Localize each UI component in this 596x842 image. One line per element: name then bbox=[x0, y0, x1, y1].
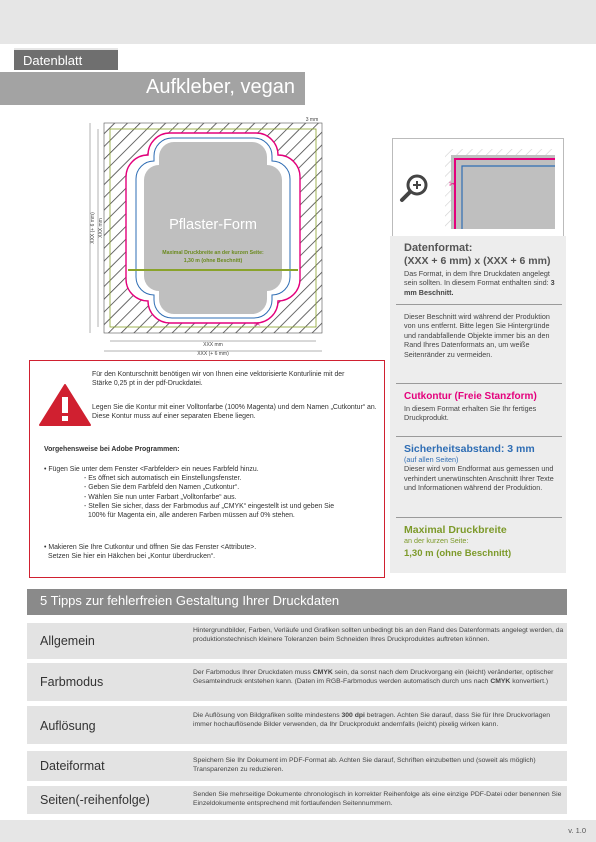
bleed-zoom-illustration bbox=[393, 139, 565, 238]
scissors-icon: ✂ bbox=[254, 320, 261, 329]
tip-text: Senden Sie mehrseitige Dokumente chronologisch in korrekter Reihenfolge als eine einzige PDF-Datei oder benennen Sie Einzeldokumente entsprechend mit fortlaufenden Seitennummern. bbox=[193, 791, 562, 808]
separator bbox=[396, 383, 562, 384]
tip-row-file-format bbox=[27, 751, 567, 781]
format-info-panel bbox=[390, 236, 566, 573]
substep: - Es öffnet sich automatisch ein Einstellungsfenster. bbox=[84, 475, 242, 482]
tip-row-page-order bbox=[27, 786, 567, 814]
document-type-tab: Datenblatt bbox=[14, 48, 118, 70]
instruction-p2: Legen Sie die Kontur mit einer Volltonfarbe (100% Magenta) und dem Namen „Cutkontur“ an. Diese Kontur muss auf einer separaten Ebene liegen. bbox=[92, 404, 377, 421]
step-2-line1: • Makieren Sie Ihre Cutkontur und öffnen Sie das Fenster <Attribute>. bbox=[44, 544, 257, 551]
header-band bbox=[0, 0, 596, 44]
step-2-line2: Setzen Sie hier ein Häkchen bei „Kontur überdrucken“. bbox=[48, 553, 216, 560]
max-width-heading: Maximal Druckbreite bbox=[404, 524, 507, 536]
cut-contour-instructions bbox=[29, 360, 385, 578]
tip-text: Die Auflösung von Bildgrafiken sollte mindestens 300 dpi betragen. Achten Sie darauf, dass Sie für Ihre Druckvorlagen immer hochauflösende Bilder verwenden, da Ihr Druckprodukt andernfalls (leicht) pixelig wirken kann. bbox=[193, 712, 551, 729]
tip-text: Der Farbmodus Ihrer Druckdaten muss CMYK sein, da sonst nach dem Druckvorgang ein (leicht) veränderter, optischer Gesamteindruck entstehen kann. (Daten im RGB-Farbmodus werden automatisch durch uns nach CMYK konvertiert.) bbox=[193, 669, 554, 686]
format-formula: (XXX + 6 mm) x (XXX + 6 mm) bbox=[404, 255, 551, 267]
tip-label: Farbmodus bbox=[40, 675, 104, 689]
tip-text: Hintergrundbilder, Farben, Verläufe und Grafiken sollten unbedingt bis an den Rand des Datenformats angelegt werden, da produktionstechnisch kleinere Toleranzen beim Schneiden Ihres Druckproduktes auftreten können. bbox=[193, 627, 564, 644]
max-width-note-2: 1,30 m (ohne Beschnitt) bbox=[183, 258, 243, 264]
version-label: v. 1.0 bbox=[568, 826, 586, 835]
dim-corner: 3 mm bbox=[305, 117, 319, 123]
page-title: Aufkleber, vegan bbox=[0, 72, 305, 105]
substep: - Geben Sie dem Farbfeld den Namen „Cutkontur“. bbox=[84, 484, 240, 492]
cut-heading: Cutkontur (Freie Stanzform) bbox=[404, 391, 537, 402]
separator bbox=[396, 517, 562, 518]
scissors-icon: ✂ bbox=[449, 180, 457, 190]
max-width-note-1: Maximal Druckbreite an der kurzen Seite: bbox=[162, 250, 264, 256]
shape-label: Pflaster-Form bbox=[169, 217, 257, 233]
substep: - Wählen Sie nun unter Farbart „Volltonfarbe“ aus. bbox=[84, 493, 237, 501]
warning-icon bbox=[38, 383, 92, 427]
tip-row-resolution bbox=[27, 706, 567, 744]
safety-heading: Sicherheitsabstand: 3 mm bbox=[404, 443, 535, 455]
substep: 100% für Magenta ein, alle anderen Farben müssen auf 0% stehen. bbox=[88, 512, 295, 520]
max-width-value: 1,30 m (ohne Beschnitt) bbox=[404, 548, 512, 560]
dim-inner-width: XXX mm bbox=[203, 342, 223, 348]
max-width-sub: an der kurzen Seite: bbox=[404, 536, 469, 545]
format-diagram bbox=[84, 115, 336, 360]
safety-text: Dieser wird vom Endformat aus gemessen und verhindert unerwünschten Anschnitt Ihrer Texte und Informationen während der Produktion. bbox=[404, 464, 554, 493]
cut-text: In diesem Format erhalten Sie Ihr fertiges Druckprodukt. bbox=[404, 404, 537, 423]
footer-band bbox=[0, 820, 596, 842]
step-1-substeps bbox=[84, 474, 384, 520]
tip-text: Speichern Sie Ihr Dokument im PDF-Format ab. Achten Sie darauf, Schriften einzubetten und (soweit als möglich) Transparenzen zu reduzieren. bbox=[193, 757, 536, 774]
step-1: • Fügen Sie unter dem Fenster <Farbfelder> ein neues Farbfeld hinzu. bbox=[44, 466, 259, 473]
format-heading: Datenformat: bbox=[404, 242, 473, 254]
dim-outer-height: XXX (+ 6 mm) bbox=[90, 212, 96, 244]
tip-row-color-mode bbox=[27, 663, 567, 701]
dim-inner-height: XXX mm bbox=[98, 218, 104, 238]
tip-label: Seiten(-reihenfolge) bbox=[40, 793, 150, 807]
substep: - Stellen Sie sicher, dass der Farbmodus auf „CMYK“ eingestellt ist und geben Sie bbox=[84, 502, 335, 510]
safety-sub: (auf allen Seiten) bbox=[404, 455, 459, 464]
tip-row-general bbox=[27, 623, 567, 659]
separator bbox=[396, 436, 562, 437]
bleed-zoom-box bbox=[392, 138, 564, 237]
instruction-p1: Für den Konturschnitt benötigen wir von Ihnen eine vektorisierte Konturlinie mit der Stärke 0,25 pt in der pdf-Druckdatei. bbox=[92, 371, 345, 388]
dim-outer-width: XXX (+ 6 mm) bbox=[197, 351, 229, 357]
steps-heading: Vorgehensweise bei Adobe Programmen: bbox=[44, 446, 180, 453]
tip-label: Allgemein bbox=[40, 634, 95, 648]
separator bbox=[396, 304, 562, 305]
bleed-text: Dieser Beschnitt wird während der Produktion von uns entfernt. Bitte legen Sie Hintergründe und randabfallende Objekte immer bis an den Rand Ihres Datenformats an, um weiße Seitenränder zu vermeiden. bbox=[404, 312, 550, 359]
format-text: Das Format, in dem Ihre Druckdaten angelegt sein sollten. In diesem Format enthalten sind: 3 mm Beschnitt. bbox=[404, 269, 555, 297]
tip-label: Auflösung bbox=[40, 719, 96, 733]
tips-heading: 5 Tipps zur fehlerfreien Gestaltung Ihrer Druckdaten bbox=[27, 589, 567, 615]
tip-label: Dateiformat bbox=[40, 759, 105, 773]
